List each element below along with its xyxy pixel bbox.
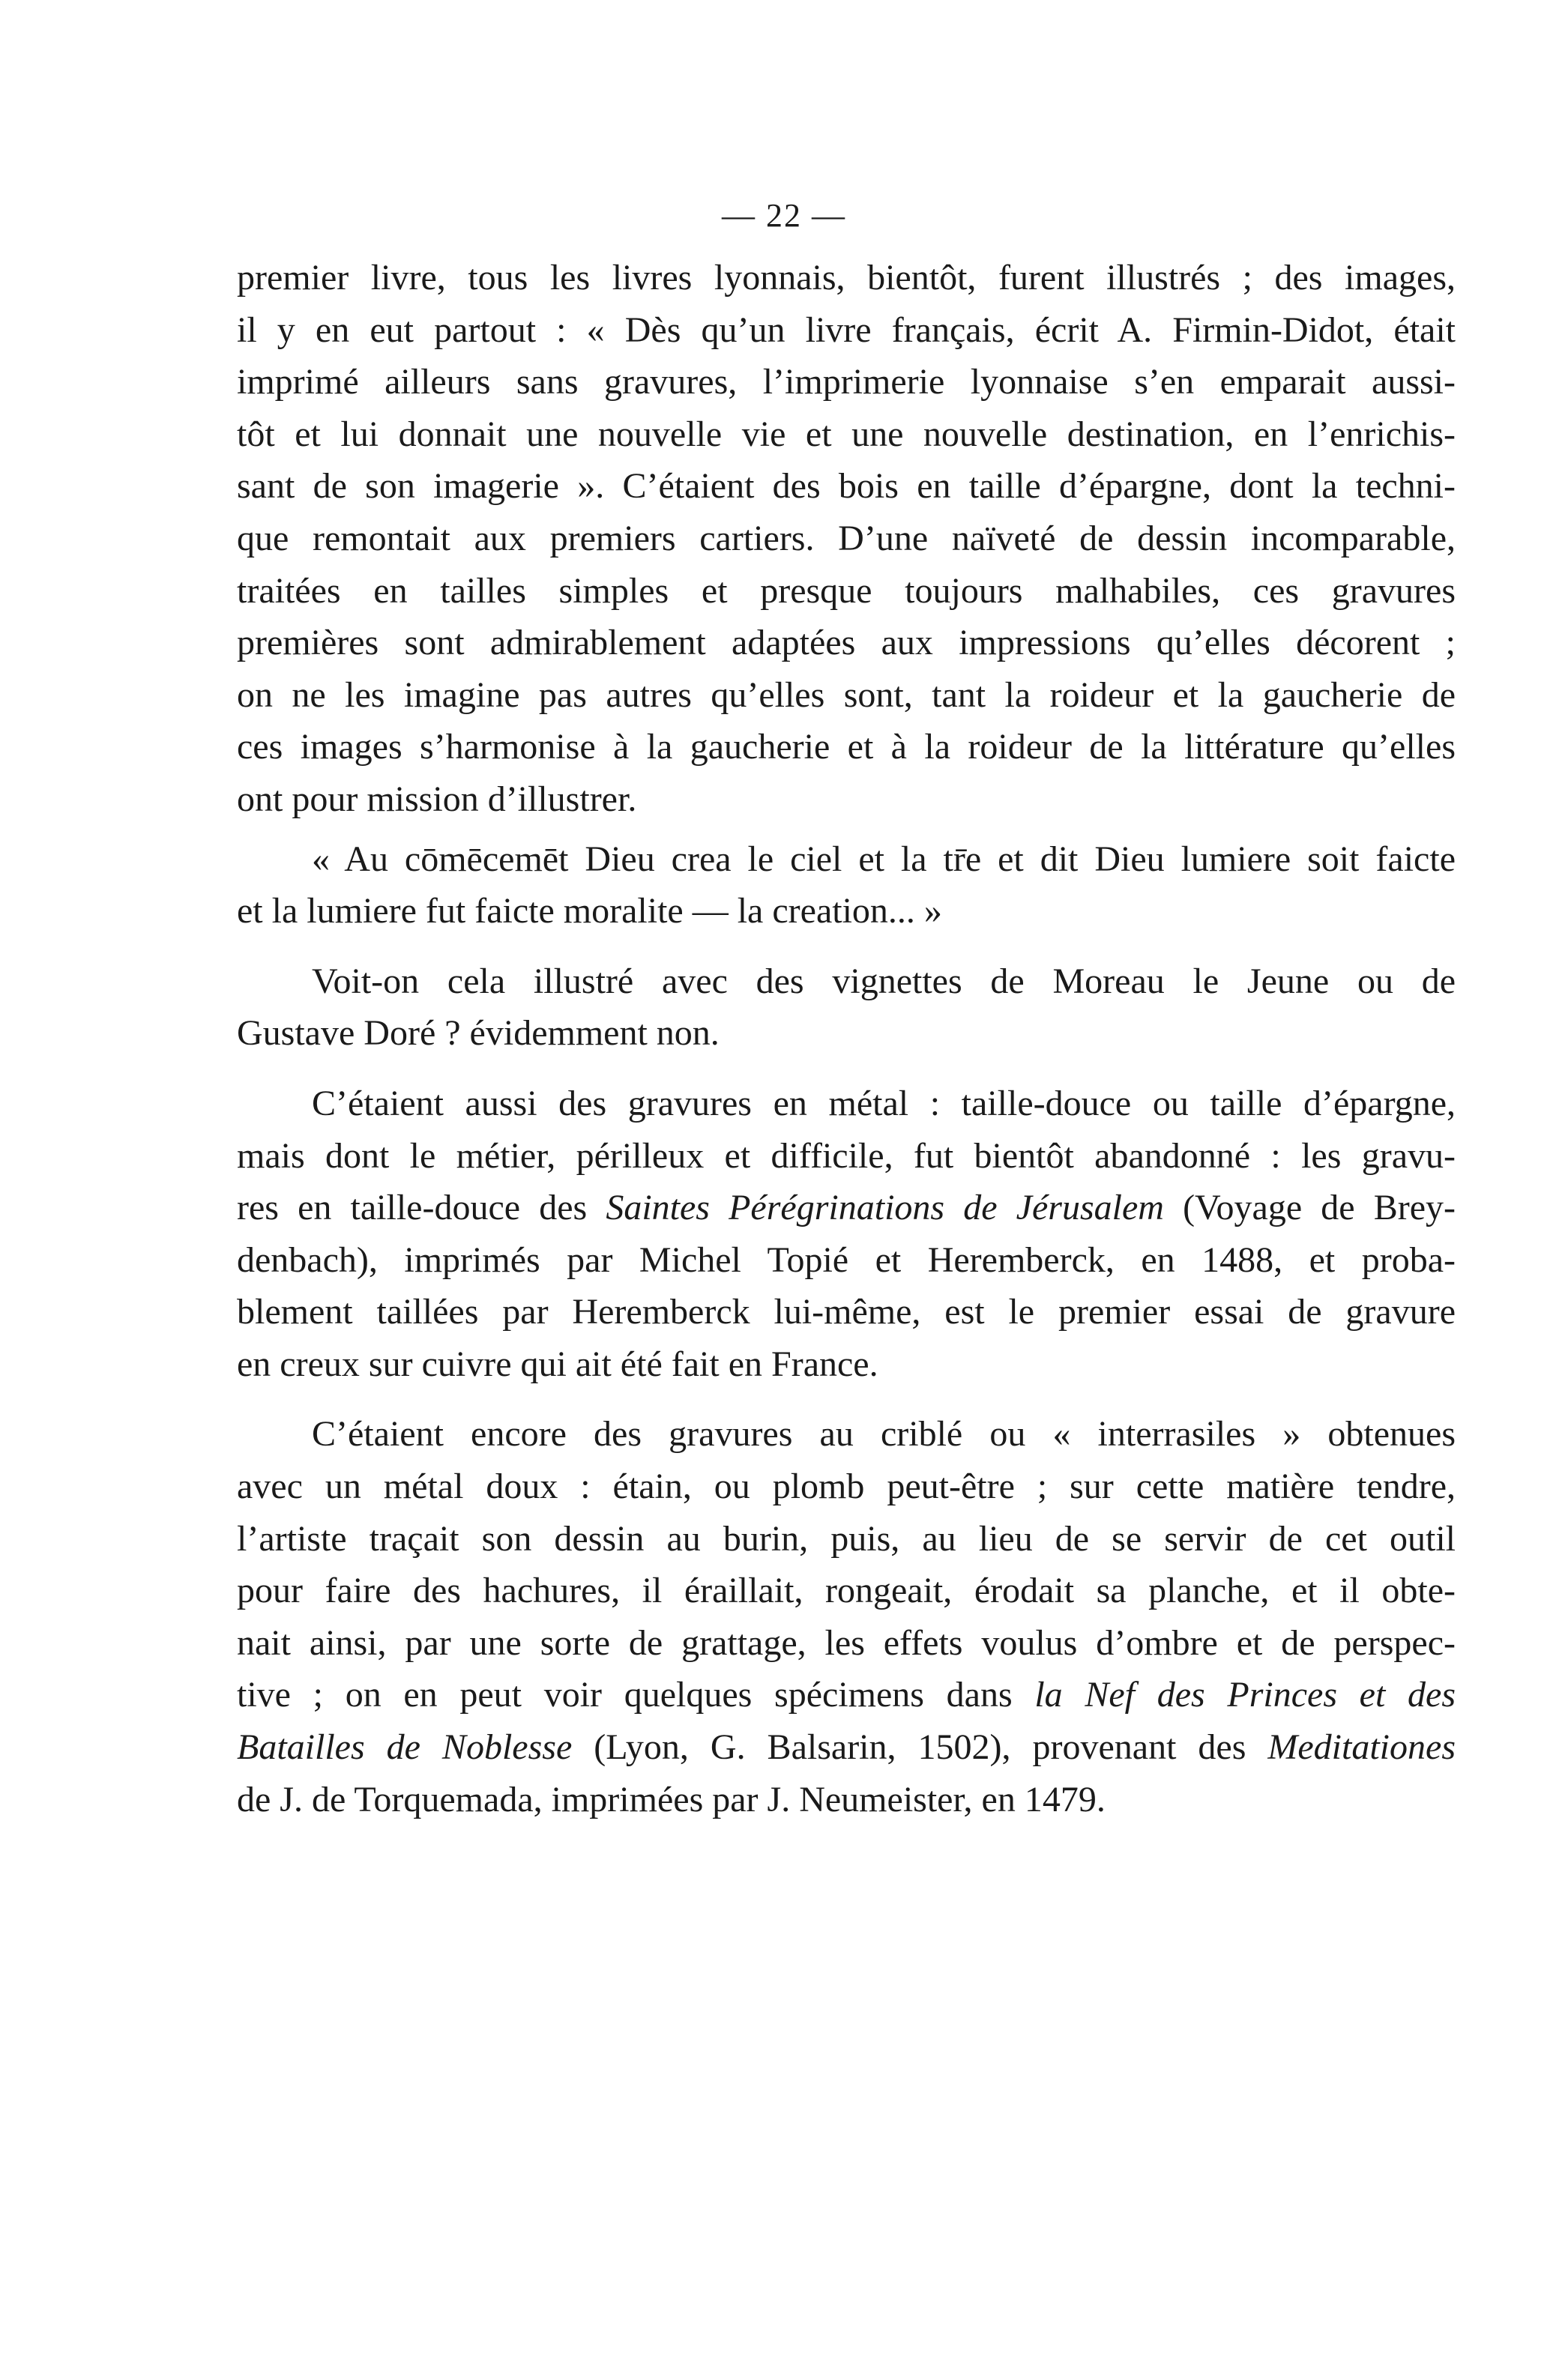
paragraph-crible — [237, 1408, 1456, 1825]
paragraph-quotation — [237, 833, 1456, 937]
paragraph-metal-engravings — [237, 1078, 1456, 1391]
book-title-batailles: Batailles de Noblesse — [237, 1727, 573, 1768]
book-title-meditationes: Meditationes — [1267, 1727, 1456, 1768]
text-line: tôt et lui donnait une nouvelle vie et une nouvelle destination, en l’enrichis- — [237, 414, 1456, 454]
text-line: C’étaient aussi des gravures en métal : taille-douce ou taille d’épargne, — [312, 1083, 1456, 1123]
text-line: en creux sur cuivre qui ait été fait en France. — [237, 1344, 878, 1384]
text-line: on ne les imagine pas autres qu’elles sont, tant la roideur et la gaucherie de — [237, 674, 1456, 715]
text-line: premières sont admirablement adaptées aux impressions qu’elles décorent ; — [237, 623, 1456, 663]
text-line: Gustave Doré ? évidemment non. — [237, 1013, 720, 1054]
text-line: « Au cōmēcemēt Dieu crea le ciel et la tr̄e et dit Dieu lumiere soit faicte — [312, 839, 1456, 879]
text-line: traitées en tailles simples et presque toujours malhabiles, ces gravures — [237, 570, 1456, 611]
text-line: Voit-on cela illustré avec des vignettes de Moreau le Jeune ou de — [312, 961, 1456, 1001]
page-number: — 22 — — [722, 197, 846, 234]
text-line: denbach), imprimés par Michel Topié et Heremberck, en 1488, et proba- — [237, 1239, 1456, 1280]
text-fragment: (Voyage de Brey- — [1163, 1188, 1456, 1228]
body-text — [237, 252, 1456, 1825]
text-fragment: res en taille-douce des — [237, 1188, 606, 1228]
text-line: premier livre, tous les livres lyonnais, bientôt, furent illustrés ; des images, — [237, 258, 1456, 298]
text-fragment: tive ; on en peut voir quelques spécimens dans — [237, 1675, 1035, 1715]
text-line: ces images s’harmonise à la gaucherie et à la roideur de la littérature qu’elles — [237, 727, 1456, 767]
text-line — [237, 1669, 1456, 1721]
text-line: C’étaient encore des gravures au criblé ou « interrasiles » obtenues — [312, 1414, 1456, 1455]
text-line: de J. de Torquemada, imprimées par J. Neumeister, en 1479. — [237, 1779, 1106, 1819]
text-line — [237, 1182, 1456, 1234]
text-line: ont pour mission d’illustrer. — [237, 779, 637, 819]
text-line: mais dont le métier, périlleux et difficile, fut bientôt abandonné : les gravu- — [237, 1135, 1456, 1176]
text-line: imprimé ailleurs sans gravures, l’imprimerie lyonnaise s’en emparait aussi- — [237, 362, 1456, 402]
text-line: blement taillées par Heremberck lui-même, est le premier essai de gravure — [237, 1292, 1456, 1332]
text-line: pour faire des hachures, il éraillait, rongeait, érodait sa planche, et il obte- — [237, 1571, 1456, 1611]
text-line: que remontait aux premiers cartiers. D’une naïveté de dessin incomparable, — [237, 518, 1456, 558]
text-line: sant de son imagerie ». C’étaient des bois en taille d’épargne, dont la techni- — [237, 466, 1456, 507]
text-line: avec un métal doux : étain, ou plomb peut-être ; sur cette matière tendre, — [237, 1467, 1456, 1507]
paragraph-illustrated-books — [237, 252, 1456, 826]
text-line: et la lumiere fut faicte moralite — la creation... » — [237, 891, 942, 931]
text-line: l’artiste traçait son dessin au burin, puis, au lieu de se servir de cet outil — [237, 1518, 1456, 1559]
text-fragment: (Lyon, G. Balsarin, 1502), provenant des — [572, 1727, 1268, 1768]
text-line — [237, 1721, 1456, 1774]
book-title-peregrinations: Saintes Pérégrinations de Jérusalem — [606, 1188, 1164, 1228]
paragraph-moreau-dore — [237, 955, 1456, 1060]
text-line: il y en eut partout : « Dès qu’un livre français, écrit A. Firmin-Didot, était — [237, 309, 1456, 350]
text-line: nait ainsi, par une sorte de grattage, les effets voulus d’ombre et de perspec- — [237, 1622, 1456, 1663]
book-title-nef-des-princes: la Nef des Princes et des — [1034, 1675, 1456, 1715]
